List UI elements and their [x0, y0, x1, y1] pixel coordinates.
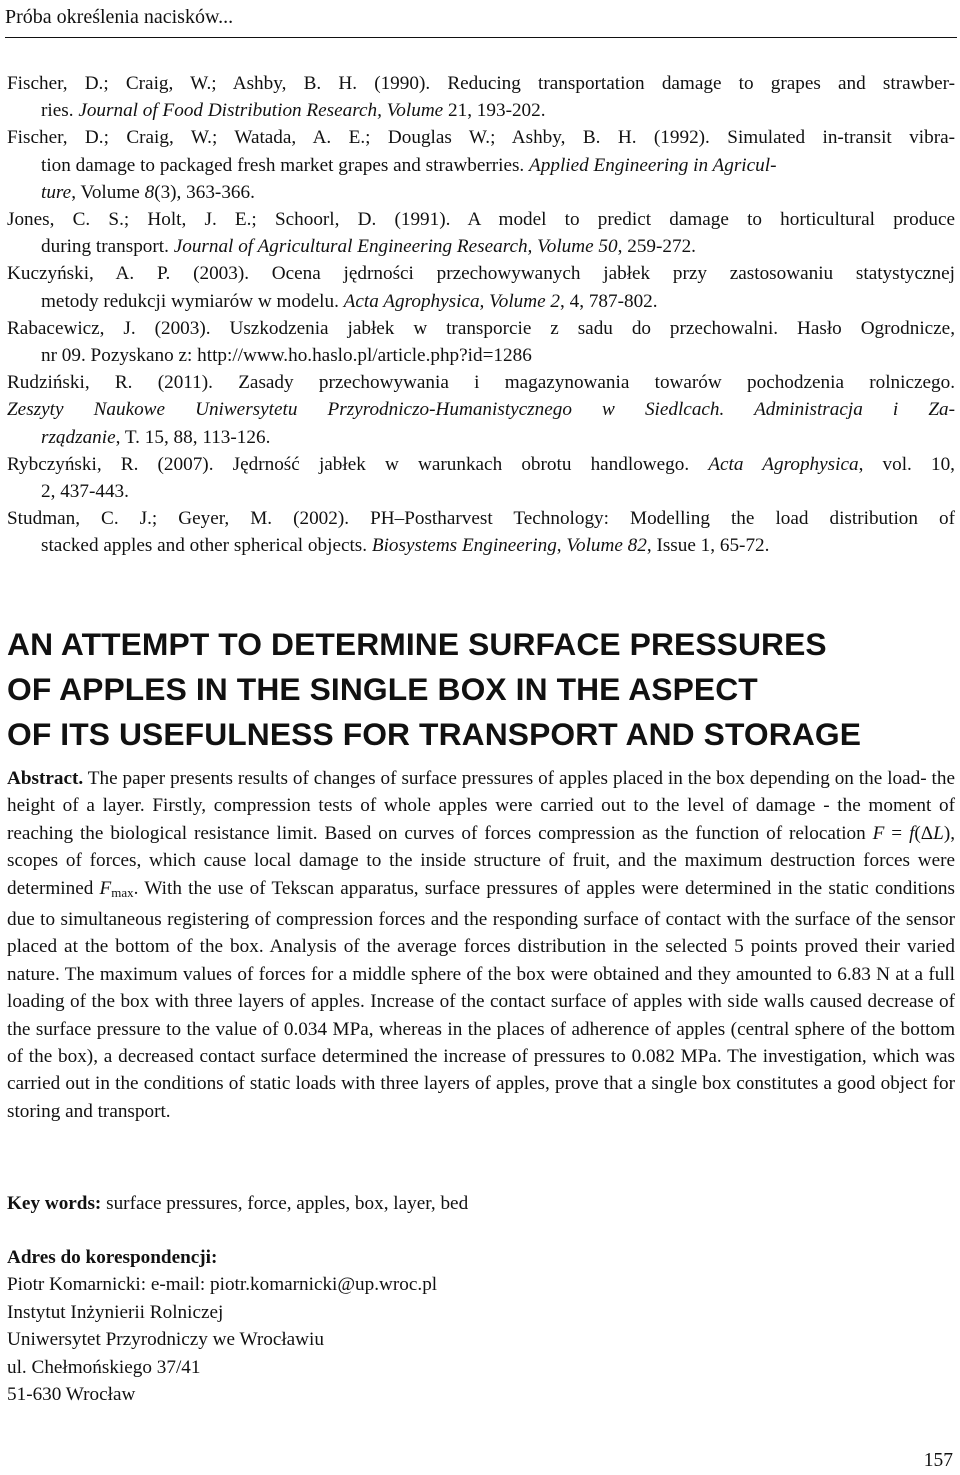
correspondence-heading: Adres do korespondencji:	[7, 1247, 218, 1268]
keywords-label: Key words:	[7, 1193, 102, 1214]
title-line: AN ATTEMPT TO DETERMINE SURFACE PRESSURES	[7, 626, 827, 662]
abstract: Abstract. The paper presents results of changes of surface pressures of apples placed in the box depending on the load- the height of a layer. Firstly, compression tests of whole apples were carried out to the level of damage - the moment of reaching the biological resistance limit. Based on curves of forces compression as the function of relocation F = f(ΔL), scopes of forces, which cause local damage to the inside structure of fruit, and the maximum destruction forces were determined $F_{max}$. With the use of Tekscan apparatus, surface pressures of apples were determined in the static conditions due to simultaneous registering of compression forces and the responding surface of contact with the surface of the sensor placed at the bottom of the box. Analysis of the average forces distribution in the selected 5 points proved their varied nature. The maximum values of forces for a middle sphere of the box were obtained and they amounted to 6.83 N at a full loading of the box with three layers of apples. Increase of the contact surface of apples with side walls caused decrease of the surface pressure to the value of 0.034 MPa, whereas in the places of adherence of apples (central sphere of the bottom of the box), a decreased contact surface determined the increase of pressures to 0.082 MPa. The investigation, which was carried out in the conditions of static loads with three layers of apples, prove that a single box constitutes a good object for storing and transport.	[7, 768, 955, 1122]
reference-item: Fischer, D.; Craig, W.; Ashby, B. H. (1990). Reducing transportation damage to grapes and strawber- ries. Journal of Food Distribution Research, Volume 21, 193-202.	[7, 73, 955, 122]
reference-item: Fischer, D.; Craig, W.; Watada, A. E.; Douglas W.; Ashby, B. H. (1992). Simulated in-transit vibra- tion damage to packaged fresh market grapes and strawberries. Applied Engineering in Agricul- ture, Volume 8(3), 363-366.	[7, 127, 955, 203]
reference-item: Studman, C. J.; Geyer, M. (2002). PH–Postharvest Technology: Modelling the load distribution of stacked apples and other spherical objects. Biosystems Engineering, Volume 82, Issue 1, 65-72.	[7, 508, 955, 557]
reference-item: Rybczyński, R. (2007). Jędrność jabłek w warunkach obrotu handlowego. Acta Agrophysica, vol. 10, 2, 437-443.	[7, 453, 955, 503]
reference-list	[7, 70, 955, 560]
reference-item: Jones, C. S.; Holt, J. E.; Schoorl, D. (1991). A model to predict damage to horticultural produce during transport. Journal of Agricultural Engineering Research, Volume 50, 259-272.	[7, 209, 955, 258]
abstract-label: Abstract.	[7, 768, 84, 789]
address-line: Piotr Komarnicki: e-mail: piotr.komarnicki@up.wroc.pl	[7, 1274, 438, 1296]
header-rule	[5, 37, 957, 38]
address-line: 51-630 Wrocław	[7, 1384, 136, 1406]
reference-item: Rabacewicz, J. (2003). Uszkodzenia jabłek w transporcie z sadu do przechowalni. Hasło Ogrodnicze, nr 09. Pozyskano z: http://www.ho.haslo.pl/article.php?id=1286	[7, 317, 955, 367]
address-line: Instytut Inżynierii Rolniczej	[7, 1301, 224, 1323]
running-head: Próba określenia nacisków...	[5, 6, 234, 28]
reference-item: Rudziński, R. (2011). Zasady przechowywania i magazynowania towarów pochodzenia rolniczego. Zeszyty Naukowe Uniwersytetu Przyrodniczo-Humanistycznego w Siedlcach. Administracja i Za- rządzanie, T. 15, 88, 113-126.	[7, 372, 955, 448]
title-line: OF APPLES IN THE SINGLE BOX IN THE ASPECT	[7, 671, 758, 707]
keywords: Key words: surface pressures, force, apples, box, layer, bed	[7, 1193, 469, 1214]
correspondence-address	[7, 1244, 437, 1408]
paper-title	[7, 622, 957, 757]
address-line: Uniwersytet Przyrodniczy we Wrocławiu	[7, 1329, 324, 1351]
formula: F = f(ΔL)	[872, 822, 951, 844]
reference-item: Kuczyński, A. P. (2003). Ocena jędrności przechowywanych jabłek przy zastosowaniu statystycznej metody redukcji wymiarów w modelu. Acta Agrophysica, Volume 2, 4, 787-802.	[7, 263, 955, 312]
address-line: ul. Chełmońskiego 37/41	[7, 1356, 201, 1378]
title-line: OF ITS USEFULNESS FOR TRANSPORT AND STORAGE	[7, 716, 862, 752]
page-number: 157	[923, 1450, 953, 1471]
